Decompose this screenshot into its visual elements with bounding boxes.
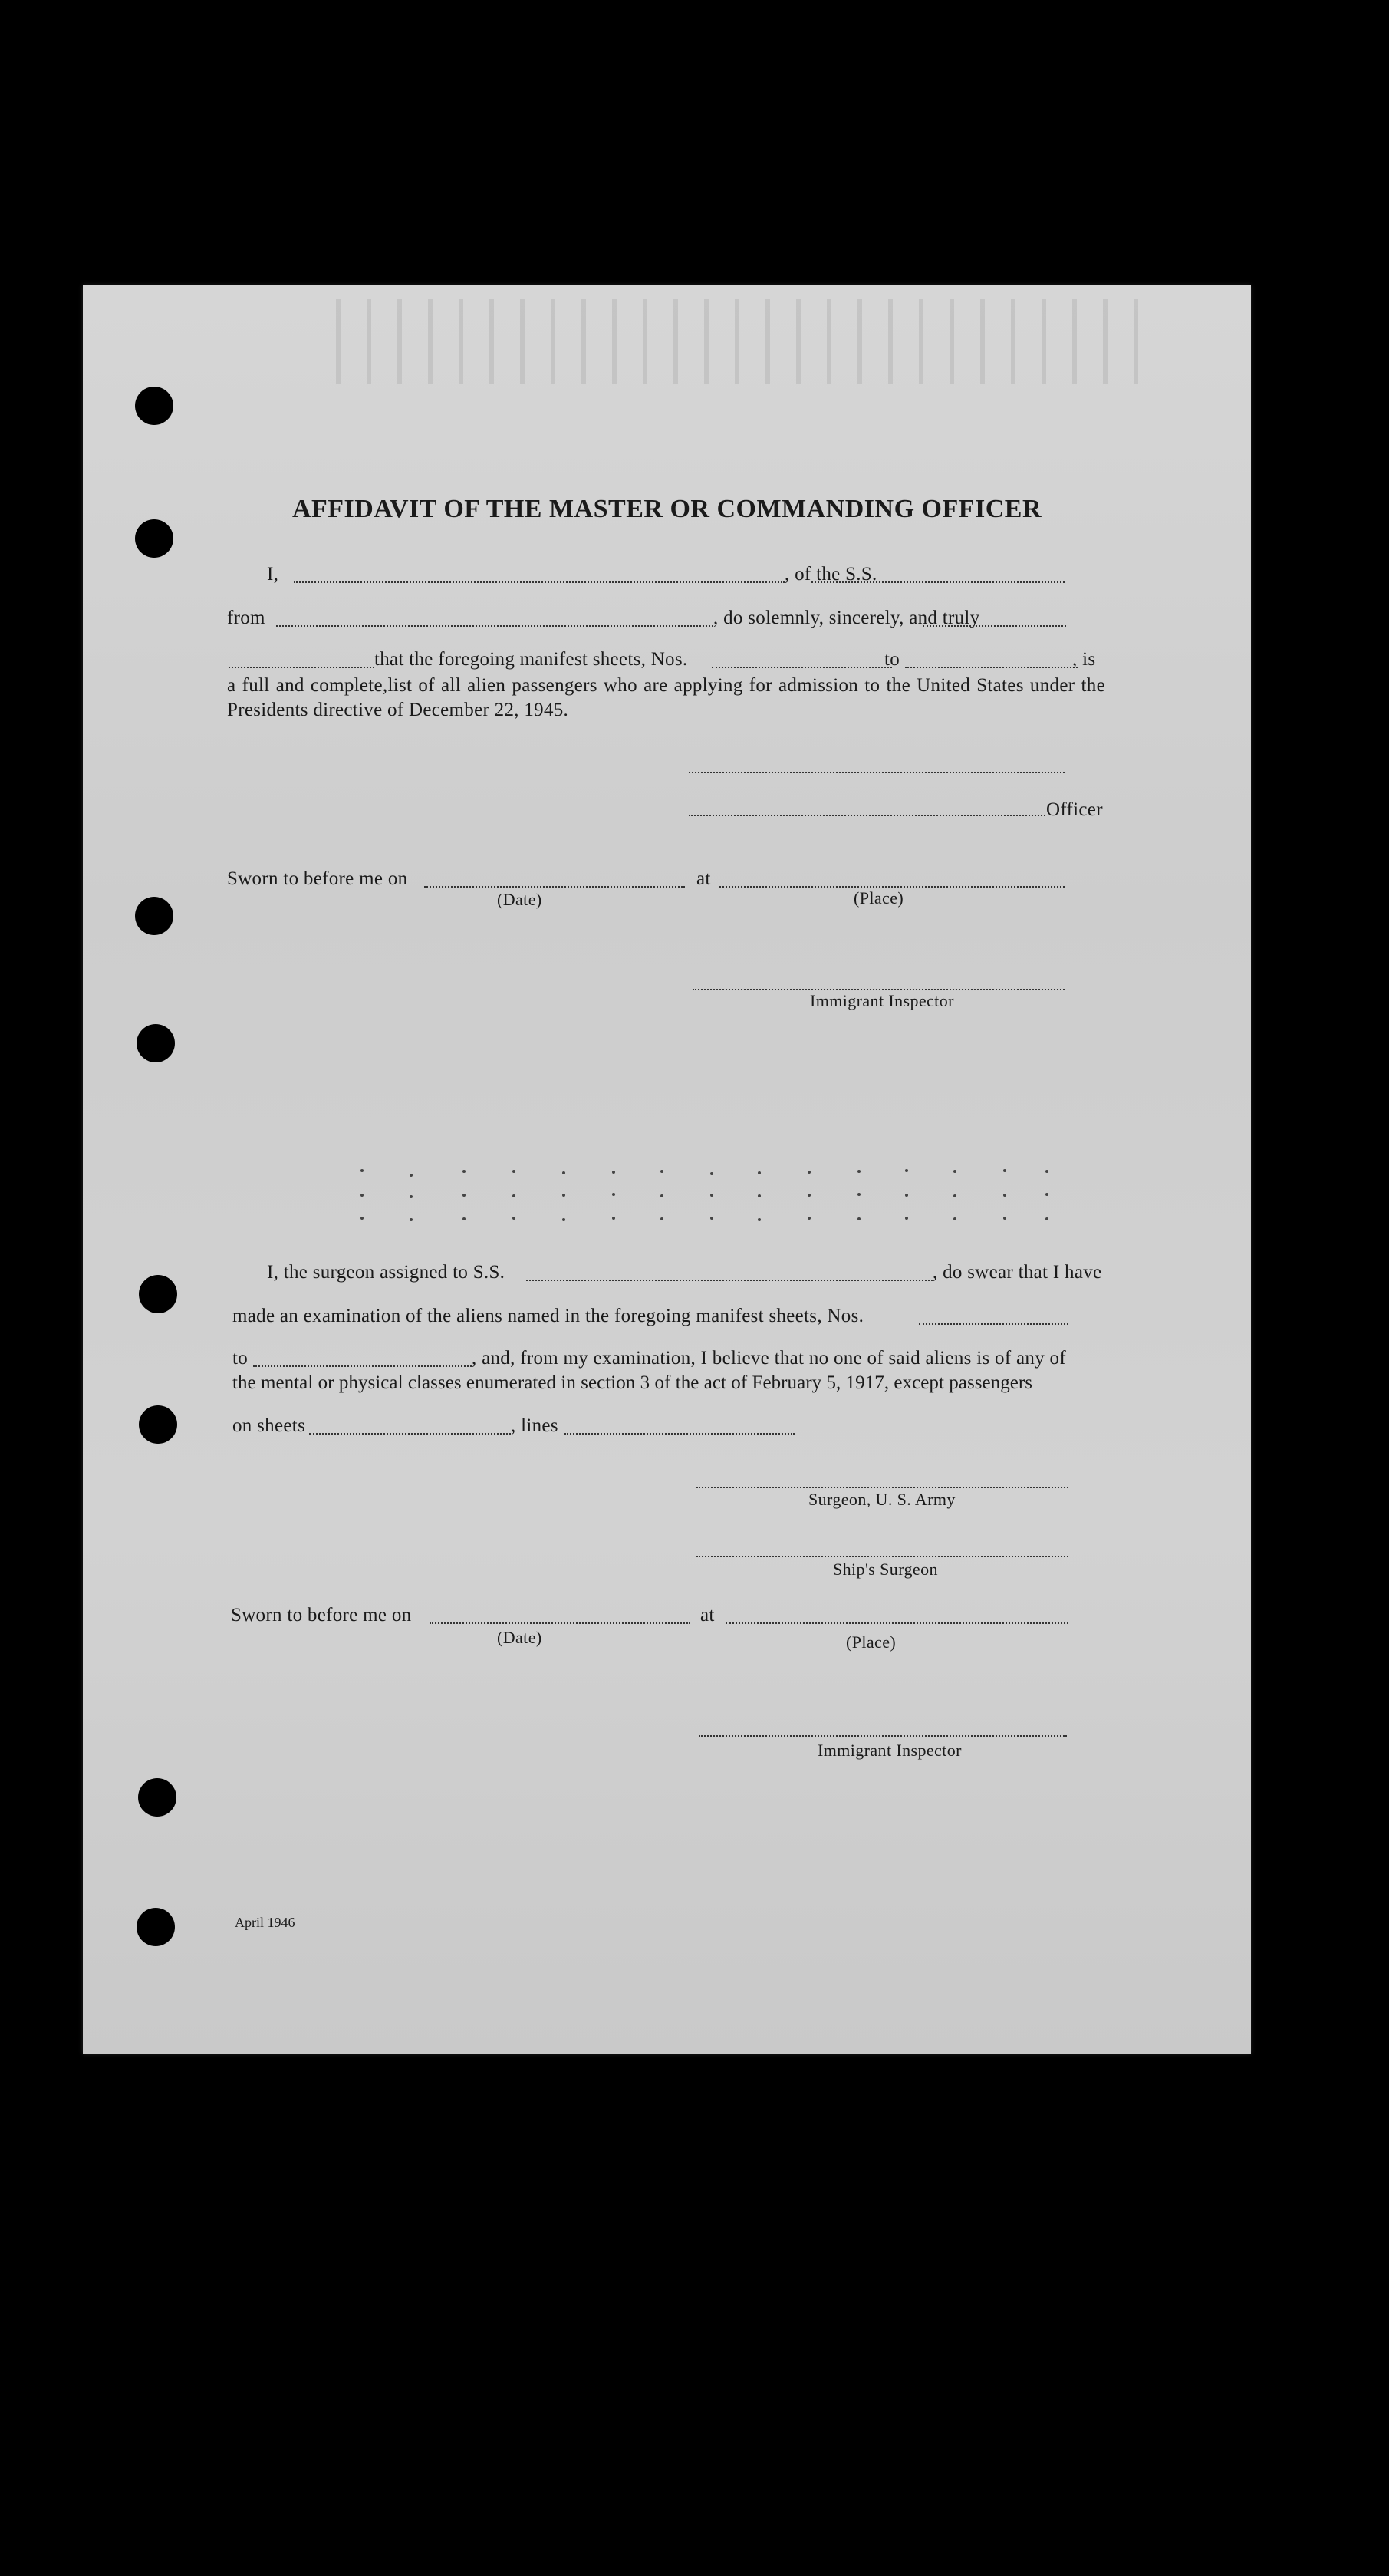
surgeon-at-label: at: [700, 1605, 715, 1626]
sheets-to-field[interactable]: [905, 667, 1078, 668]
exception-sheets-field[interactable]: [309, 1433, 511, 1435]
master-date-caption: (Date): [497, 890, 542, 909]
officer-signature-line-1[interactable]: [689, 772, 1065, 773]
statement-text: a full and complete,list of all alien passengers who are applying for admission to the United States under the Presidents directive of December 22, 1945.: [227, 675, 1105, 720]
ship-surgeon-signature-line[interactable]: [696, 1556, 1068, 1557]
swear-field[interactable]: [923, 625, 1066, 627]
army-surgeon-signature-line[interactable]: [696, 1487, 1068, 1488]
surgeon-inspector-label: Immigrant Inspector: [818, 1741, 962, 1760]
form-title: AFFIDAVIT OF THE MASTER OR COMMANDING OFFICER: [291, 495, 1042, 523]
officer-label: Officer: [1046, 799, 1103, 820]
punch-hole: [137, 1024, 175, 1062]
lines-label: , lines: [511, 1415, 558, 1436]
punch-hole: [138, 1778, 176, 1817]
is-label: , is: [1072, 649, 1096, 670]
sheets-from-field[interactable]: [712, 667, 892, 668]
surgeon-date-caption: (Date): [497, 1628, 542, 1647]
punch-hole: [135, 519, 173, 558]
surgeon-to-label: to: [232, 1348, 249, 1369]
from-label: from: [227, 608, 265, 628]
ship-name-field[interactable]: [811, 581, 1065, 583]
faded-stamp-marks: [336, 299, 1157, 384]
master-name-field[interactable]: [294, 581, 785, 583]
officer-signature-line-2[interactable]: [689, 815, 1045, 816]
surgeon-line-4: the mental or physical classes enumerated in section 3 of the act of February 5, 1917, except passengers: [232, 1372, 1033, 1393]
surgeon-sworn-date-field[interactable]: [430, 1622, 690, 1624]
surgeon-sworn-place-field[interactable]: [726, 1622, 1068, 1624]
from-port-field[interactable]: [276, 625, 713, 627]
master-sworn-date-field[interactable]: [424, 886, 685, 888]
i-label: I,: [267, 564, 279, 585]
master-inspector-signature-line[interactable]: [693, 989, 1065, 990]
surgeon-line-2: made an examination of the aliens named in the foregoing manifest sheets, Nos.: [232, 1306, 864, 1326]
master-place-caption: (Place): [854, 888, 904, 908]
surgeon-line-1-end: , do swear that I have: [933, 1262, 1102, 1283]
surgeon-line-1-start: I, the surgeon assigned to S.S.: [267, 1262, 505, 1283]
army-surgeon-label: Surgeon, U. S. Army: [808, 1490, 956, 1509]
punch-hole: [137, 1908, 175, 1946]
to-label: to: [884, 649, 900, 670]
affirm-field[interactable]: [229, 667, 374, 668]
master-at-label: at: [696, 868, 711, 889]
punch-hole: [135, 897, 173, 935]
exception-lines-field[interactable]: [564, 1433, 795, 1435]
master-sworn-label: Sworn to before me on: [227, 868, 408, 889]
punch-hole: [135, 387, 173, 425]
surgeon-place-caption: (Place): [846, 1632, 897, 1652]
surgeon-sheets-to-field[interactable]: [253, 1365, 472, 1367]
master-inspector-label: Immigrant Inspector: [810, 991, 954, 1010]
foregoing-label: that the foregoing manifest sheets, Nos.: [374, 649, 688, 670]
of-ss-label: , of the S.S.: [785, 564, 877, 585]
ship-surgeon-label: Ship's Surgeon: [833, 1560, 938, 1579]
affidavit-form-page: [83, 285, 1251, 2054]
surgeon-line-3: , and, from my examination, I believe that no one of said aliens is of any of: [472, 1348, 1066, 1369]
surgeon-sheets-from-field[interactable]: [919, 1323, 1068, 1325]
form-edition-date: April 1946: [235, 1915, 295, 1930]
punch-hole: [139, 1275, 177, 1313]
master-sworn-place-field[interactable]: [719, 886, 1065, 888]
punch-hole: [139, 1405, 177, 1444]
solemnly-label: , do solemnly, sincerely, and truly: [713, 608, 980, 628]
surgeon-ship-field[interactable]: [526, 1280, 933, 1281]
surgeon-inspector-signature-line[interactable]: [699, 1735, 1067, 1737]
on-sheets-label: on sheets: [232, 1415, 306, 1436]
surgeon-sworn-label: Sworn to before me on: [231, 1605, 412, 1626]
